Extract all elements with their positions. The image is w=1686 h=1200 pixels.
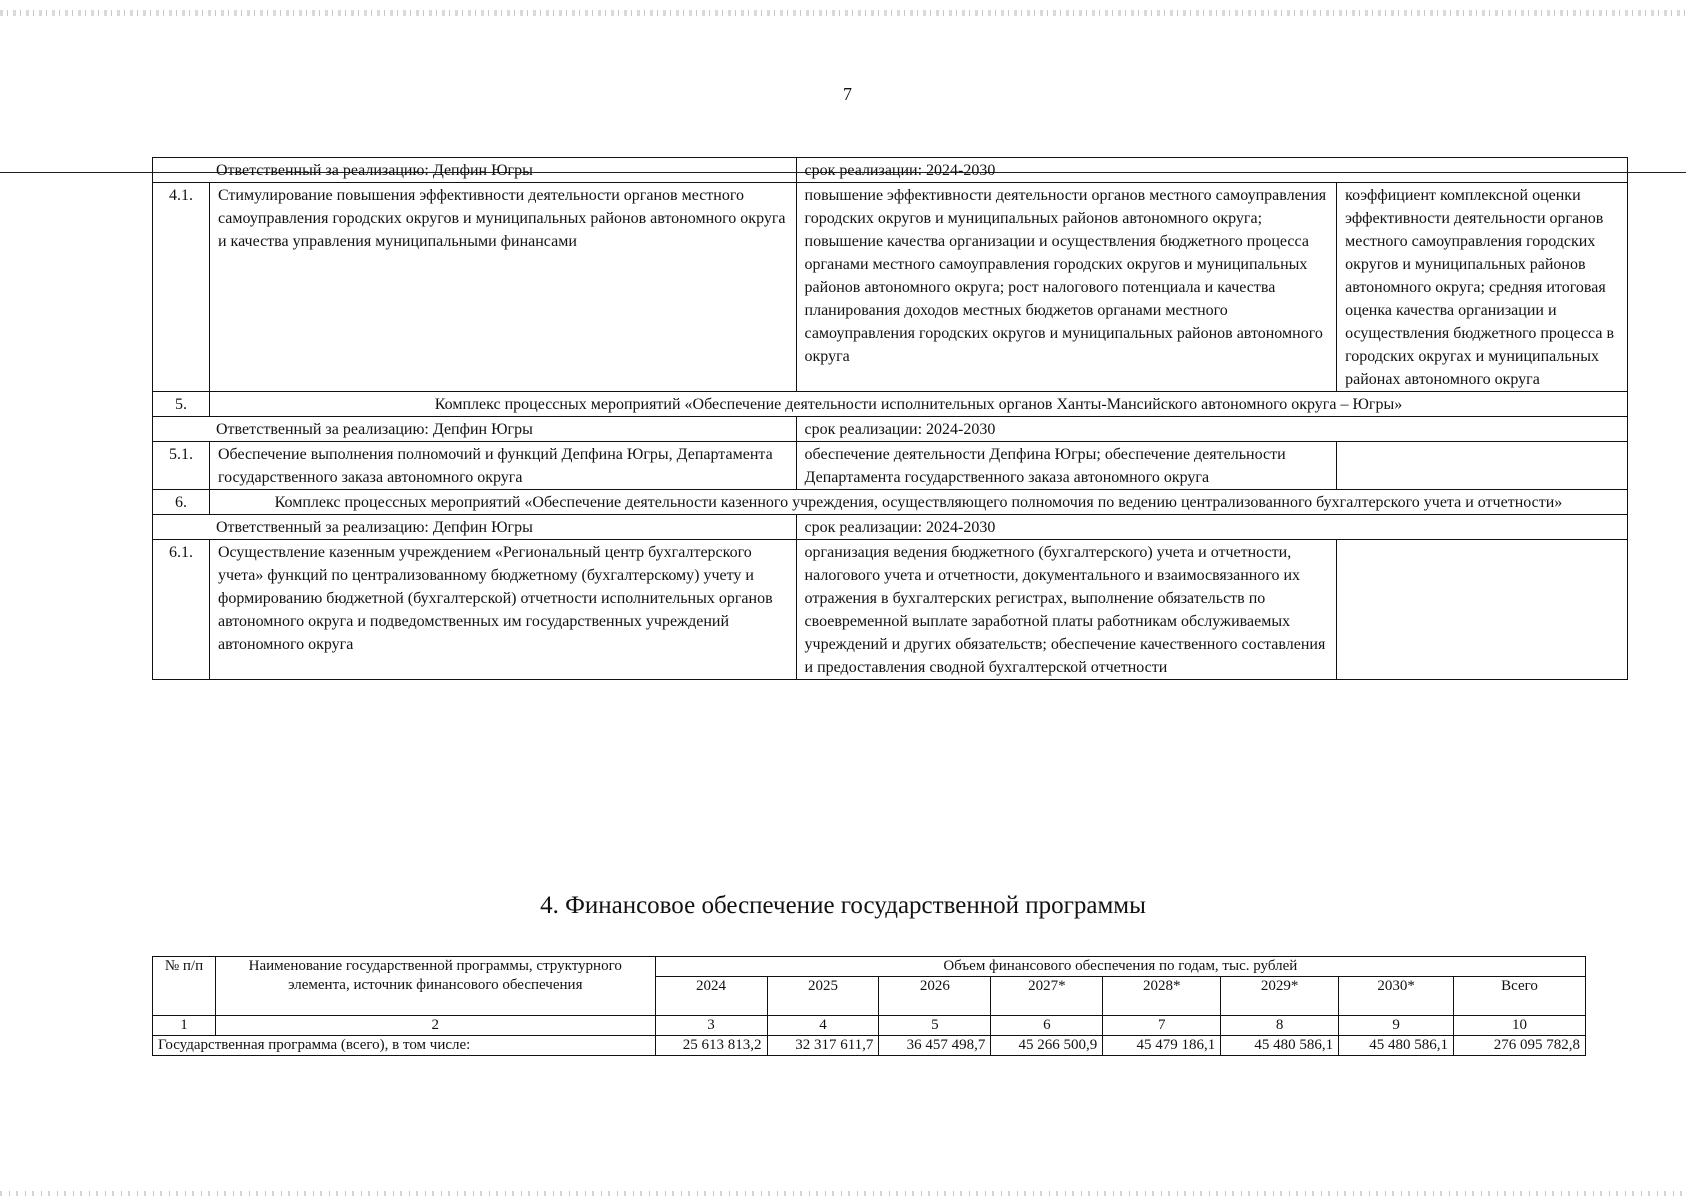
table-row — [153, 183, 1628, 392]
column-number: 3 — [655, 1016, 767, 1036]
year-header: 2030* — [1339, 977, 1454, 1016]
value-cell: 45 480 586,1 — [1221, 1036, 1339, 1056]
responsible-cell: Ответственный за реализацию: Депфин Югры — [153, 417, 797, 442]
table-row — [153, 417, 1628, 442]
term-cell: срок реализации: 2024-2030 — [796, 158, 1627, 183]
column-number: 10 — [1454, 1016, 1586, 1036]
year-header: 2026 — [879, 977, 991, 1016]
section-number: 5. — [153, 392, 210, 417]
year-header: 2024 — [655, 977, 767, 1016]
task-number: 5.1. — [153, 442, 210, 490]
header-name: Наименование государственной программы, структурного элемента, источник финансового обеспечения — [215, 957, 655, 1016]
header-num: № п/п — [153, 957, 216, 1016]
scan-artifact-top — [0, 10, 1686, 16]
table-row — [153, 392, 1628, 417]
table-row — [153, 442, 1628, 490]
value-cell: 36 457 498,7 — [879, 1036, 991, 1056]
value-cell: 276 095 782,8 — [1454, 1036, 1586, 1056]
responsible-cell: Ответственный за реализацию: Депфин Югры — [153, 515, 797, 540]
column-number: 4 — [767, 1016, 879, 1036]
page-number: 7 — [843, 84, 852, 104]
value-cell: 45 266 500,9 — [991, 1036, 1103, 1056]
task-indicator — [1337, 540, 1628, 680]
column-number: 5 — [879, 1016, 991, 1036]
section-title-cell: Комплекс процессных мероприятий «Обеспечение деятельности исполнительных органов Ханты-Мансийского автономного округа – Югры» — [209, 392, 1627, 417]
task-indicator: коэффициент комплексной оценки эффективности деятельности органов местного самоуправления городских округов и муниципальных районов автономного округа; средняя итоговая оценка качества организации и осуществления бюджетного процесса в городских округах и муниципальных районах автономного округа — [1337, 183, 1628, 392]
year-header: Всего — [1454, 977, 1586, 1016]
table-row — [153, 158, 1628, 183]
table-row — [153, 515, 1628, 540]
column-number: 2 — [215, 1016, 655, 1036]
table-row — [153, 540, 1628, 680]
term-cell: срок реализации: 2024-2030 — [796, 417, 1627, 442]
year-header: 2028* — [1103, 977, 1221, 1016]
activities-table — [152, 157, 1628, 680]
finance-table — [152, 956, 1586, 1056]
column-number: 1 — [153, 1016, 216, 1036]
responsible-cell: Ответственный за реализацию: Депфин Югры — [153, 158, 797, 183]
value-cell: 45 480 586,1 — [1339, 1036, 1454, 1056]
column-number: 7 — [1103, 1016, 1221, 1036]
column-number: 9 — [1339, 1016, 1454, 1036]
value-cell: 25 613 813,2 — [655, 1036, 767, 1056]
section-number: 6. — [153, 490, 210, 515]
task-indicator — [1337, 442, 1628, 490]
section-title: 4. Финансовое обеспечение государственной программы — [540, 892, 1146, 919]
year-header: 2025 — [767, 977, 879, 1016]
column-number: 6 — [991, 1016, 1103, 1036]
table-row — [153, 1036, 1586, 1056]
task-number: 6.1. — [153, 540, 210, 680]
scan-artifact-bottom — [0, 1191, 1686, 1196]
task-effect: повышение эффективности деятельности органов местного самоуправления городских округов и муниципальных районов автономного округа; повышение качества организации и осуществления бюджетного процесса органами местного самоуправления городских округов и муниципальных районов автономного округа; рост налогового потенциала и качества планирования доходов местных бюджетов органами местного самоуправления городских округов и муниципальных районов автономного округа — [796, 183, 1337, 392]
task-number: 4.1. — [153, 183, 210, 392]
task-name: Осуществление казенным учреждением «Региональный центр бухгалтерского учета» функций по централизованному бюджетному (бухгалтерскому) учету и формированию бюджетной (бухгалтерской) отчетности исполнительных органов автономного округа и подведомственных им государственных учреждений автономного округа — [209, 540, 796, 680]
value-cell: 32 317 611,7 — [767, 1036, 879, 1056]
value-cell: 45 479 186,1 — [1103, 1036, 1221, 1056]
year-header: 2027* — [991, 977, 1103, 1016]
task-effect: организация ведения бюджетного (бухгалтерского) учета и отчетности, налогового учета и отчетности, документального и взаимосвязанного их отражения в бухгалтерских регистрах, выполнение обязательств по своевременной выплате заработной платы работникам обслуживаемых учреждений и других обязательств; обеспечение качественного составления и предоставления сводной бухгалтерской отчетности — [796, 540, 1337, 680]
header-volume: Объем финансового обеспечения по годам, тыс. рублей — [655, 957, 1585, 977]
table-row — [153, 490, 1628, 515]
task-name: Обеспечение выполнения полномочий и функций Депфина Югры, Департамента государственного заказа автономного округа — [209, 442, 796, 490]
task-effect: обеспечение деятельности Депфина Югры; обеспечение деятельности Департамента государственного заказа автономного округа — [796, 442, 1337, 490]
task-name: Стимулирование повышения эффективности деятельности органов местного самоуправления городских округов и муниципальных районов автономного округа и качества управления муниципальными финансами — [209, 183, 796, 392]
row-name: Государственная программа (всего), в том числе: — [153, 1036, 656, 1056]
year-header: 2029* — [1221, 977, 1339, 1016]
column-numbers-row — [153, 1016, 1586, 1036]
term-cell: срок реализации: 2024-2030 — [796, 515, 1627, 540]
column-number: 8 — [1221, 1016, 1339, 1036]
section-title-cell: Комплекс процессных мероприятий «Обеспечение деятельности казенного учреждения, осуществляющего полномочия по ведению централизованного бухгалтерского учета и отчетности» — [209, 490, 1627, 515]
